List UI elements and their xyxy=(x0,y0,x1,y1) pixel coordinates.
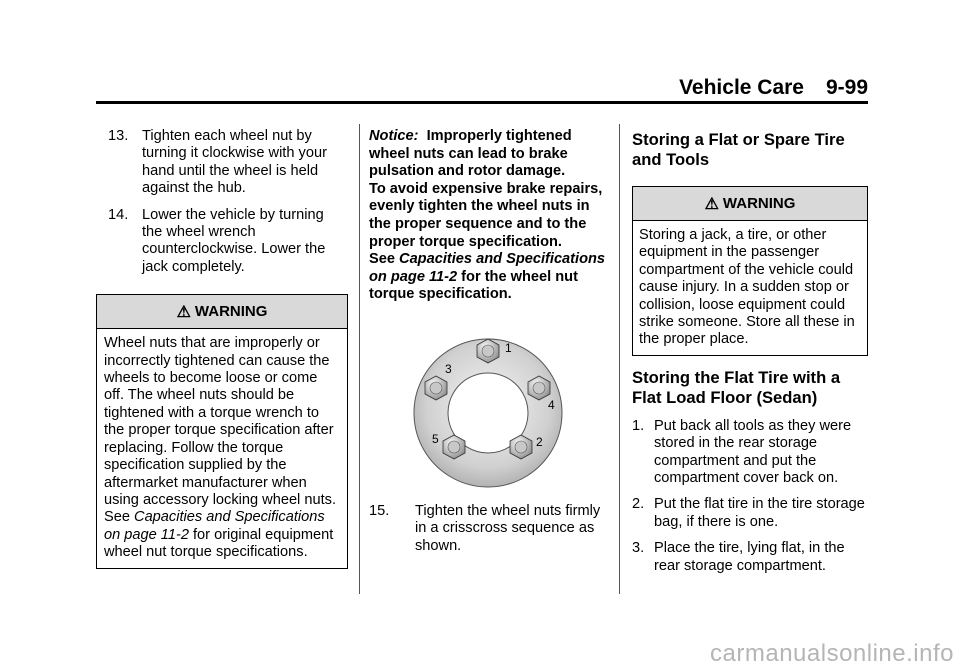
warning-header xyxy=(633,187,867,221)
warning-text-end: for original equipment wheel nut torque specifications. xyxy=(104,526,334,561)
step-number: 15. xyxy=(369,503,390,519)
step-text: Tighten the wheel nuts firmly in a crisscross sequence as shown. xyxy=(415,503,601,554)
notice-text-1: Improperly tightened wheel nuts can lead to brake pulsation and rotor damage. xyxy=(369,128,572,180)
header-rule xyxy=(96,101,868,104)
warning-text: Wheel nuts that are improperly or incorrectly tightened can cause the wheels to become loose or come off. The wheel nuts should be tightened with a torque wrench to the proper torque specification after replacing. Follow the torque specification supplied by the aftermarket manufacturer when using accessory locking wheel nuts. See xyxy=(104,335,336,526)
warning-body xyxy=(97,329,347,567)
warning-text: Storing a jack, a tire, or other equipment in the passenger compartment of the vehicle could cause injury. In a sudden stop or collision, loose equipment could strike someone. Store all these in the proper place. xyxy=(639,227,855,348)
notice-reference: Capacities and Specifications on page 11‑2 xyxy=(369,251,606,285)
column-right xyxy=(632,130,868,575)
column-divider-left xyxy=(359,124,360,594)
step-text: Tighten each wheel nut by turning it clockwise with your hand until the wheel is held against the hub. xyxy=(142,128,327,197)
diagram-label-3: 3 xyxy=(445,362,452,376)
warning-icon: ⚠ xyxy=(176,304,191,322)
step-2 xyxy=(632,496,868,531)
warning-icon: ⚠ xyxy=(704,196,719,213)
notice-text-2: To avoid expensive brake repairs, evenly tighten the wheel nuts in the proper sequence and to the proper torque specification. xyxy=(369,180,603,250)
step-text: Place the tire, lying flat, in the rear storage compartment. xyxy=(654,540,845,574)
step-number: 3. xyxy=(632,540,645,557)
step-3 xyxy=(632,540,868,575)
notice-text-end: for the wheel nut torque specification. xyxy=(369,268,578,303)
step-14 xyxy=(96,207,348,277)
lug-nut-sequence-diagram xyxy=(408,333,568,493)
warning-title: WARNING xyxy=(722,195,796,212)
step-number: 13. xyxy=(108,128,129,144)
warning-box xyxy=(96,294,348,568)
watermark: carmanualsonline.info xyxy=(710,640,954,667)
step-number: 2. xyxy=(632,496,645,513)
section-heading-storing: Storing a Flat or Spare Tire and Tools xyxy=(632,130,845,169)
step-text: Put back all tools as they were stored in the rear storage compartment and put the compartment cover back on. xyxy=(654,417,852,487)
notice-see: See xyxy=(369,251,400,268)
section-title: Vehicle Care xyxy=(679,76,804,99)
warning-title: WARNING xyxy=(194,303,268,321)
warning-box-storage xyxy=(632,186,868,356)
warning-body xyxy=(633,221,867,355)
column-left xyxy=(96,128,348,569)
step-text: Put the flat tire in the tire storage bag, if there is one. xyxy=(654,496,865,530)
step-1 xyxy=(632,418,868,488)
column-divider-right xyxy=(619,124,620,594)
notice-label: Notice: xyxy=(369,128,419,144)
page-header xyxy=(96,76,868,98)
step-number: 1. xyxy=(632,417,645,434)
diagram-label-1: 1 xyxy=(505,341,512,355)
column-middle xyxy=(369,128,609,304)
step-15 xyxy=(369,503,609,555)
diagram-label-4: 4 xyxy=(548,398,555,412)
step-number: 14. xyxy=(108,206,129,223)
page-number: 9-99 xyxy=(825,76,868,99)
step-13 xyxy=(96,128,348,198)
notice-block xyxy=(369,128,609,304)
warning-reference: Capacities and Specifications on page 11‑2 xyxy=(104,509,325,543)
diagram-label-5: 5 xyxy=(432,432,439,446)
warning-header xyxy=(97,295,347,329)
step-text: Lower the vehicle by turning the wheel wrench counterclockwise. Lower the jack completely. xyxy=(142,206,326,275)
section-heading-flat-tire: Storing the Flat Tire with a Flat Load Floor (Sedan) xyxy=(632,367,841,407)
diagram-label-2: 2 xyxy=(536,435,543,449)
